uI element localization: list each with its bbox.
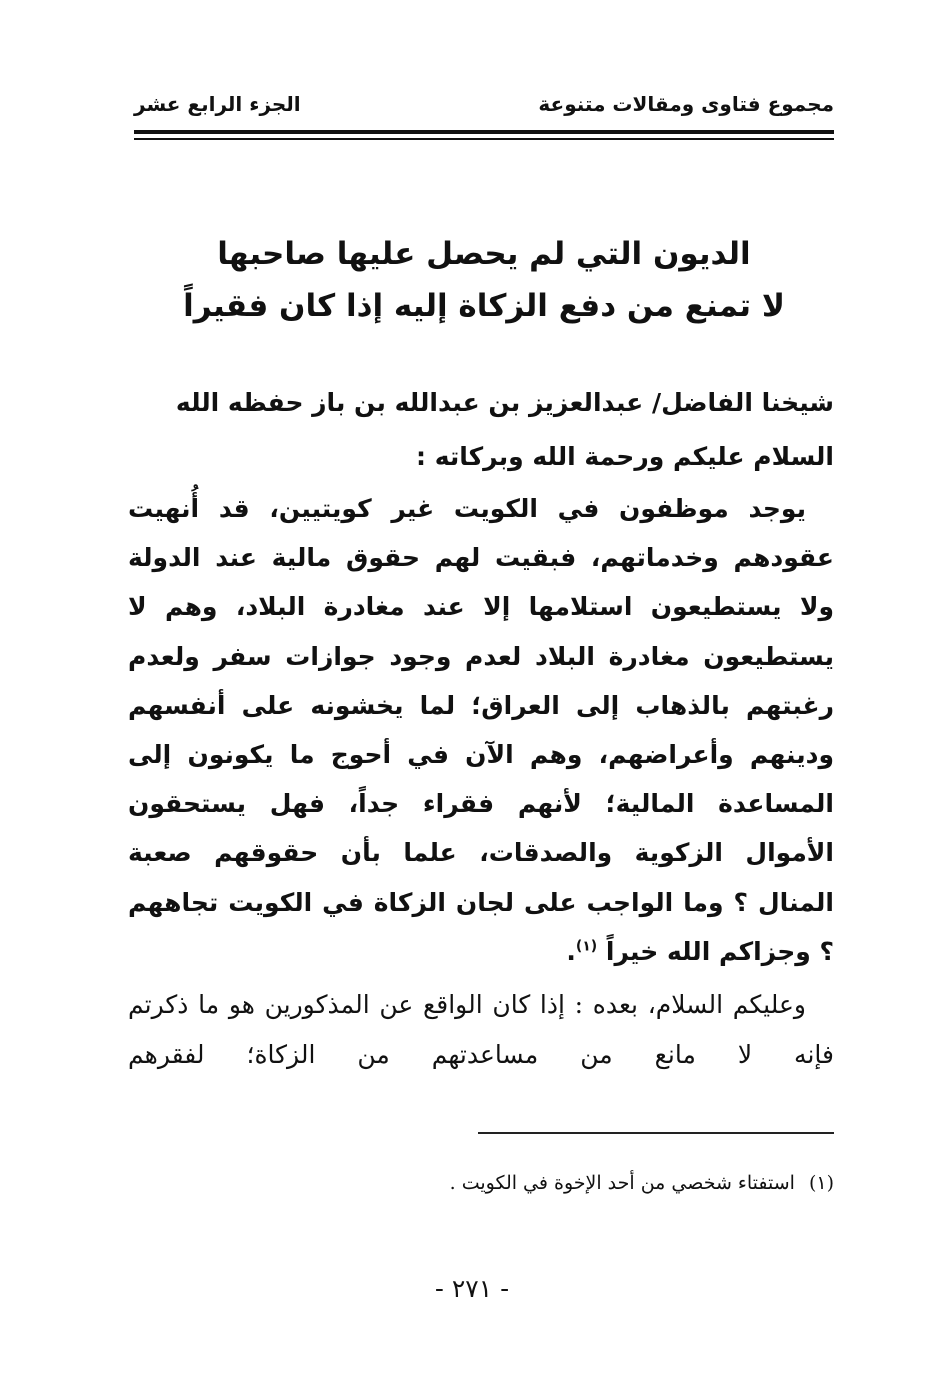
fatwa-body: [128, 376, 834, 1080]
question-end: .: [566, 936, 576, 966]
addressee-line: شيخنا الفاضل/ عبدالعزيز بن عبدالله بن باز حفظه الله: [175, 388, 834, 417]
fatwa-title: [134, 228, 834, 332]
footnote-separator: [478, 1132, 834, 1134]
footnote-reference: (١): [575, 938, 598, 955]
header-book-title: مجموع فتاوى ومقالات متنوعة: [538, 92, 834, 116]
page-number: - ٢٧١ -: [434, 1274, 510, 1303]
answer-paragraph: وعليكم السلام، بعده : إذا كان الواقع عن المذكورين هو ما ذكرتم فإنه لا مانع من مساعدتهم من الزكاة؛ لفقرهم: [128, 990, 834, 1070]
footnote: [134, 1172, 834, 1194]
header-rule-thick: [134, 130, 834, 134]
header-volume: الجزء الرابع عشر: [134, 92, 301, 116]
greeting-line: السلام عليكم ورحمة الله وبركاته :: [416, 442, 834, 471]
footnote-text: استفتاء شخصي من أحد الإخوة في الكويت .: [449, 1172, 795, 1194]
footnote-marker: (١): [808, 1172, 834, 1194]
title-line-1: الديون التي لم يحصل عليها صاحبها: [217, 236, 751, 272]
question-paragraph: [128, 484, 834, 976]
question-text: يوجد موظفون في الكويت غير كويتيين، قد أُنهيت عقودهم وخدماتهم، فبقيت لهم حقوق مالية عند الدولة ولا يستطيعون استلامها إلا عند مغادرة البلاد، وهم لا يستطيعون مغادرة البلاد لعدم وجود جوازات سفر ولعدم رغبتهم بالذهاب إلى العراق؛ لما يخشونه على أنفسهم ودينهم وأعراضهم، وهم الآن في أحوج ما يكونون إلى المساعدة المالية؛ لأنهم فقراء جداً، فهل يستحقون الأموال الزكوية والصدقات، علما بأن حقوقهم صعبة المنال ؟ وما الواجب على لجان الزكاة في الكويت تجاههم ؟ وجزاكم الله خيراً: [128, 494, 834, 966]
running-header: [134, 92, 834, 126]
title-line-2: لا تمنع من دفع الزكاة إليه إذا كان فقيراً: [183, 288, 785, 324]
header-rule-thin: [134, 138, 834, 140]
